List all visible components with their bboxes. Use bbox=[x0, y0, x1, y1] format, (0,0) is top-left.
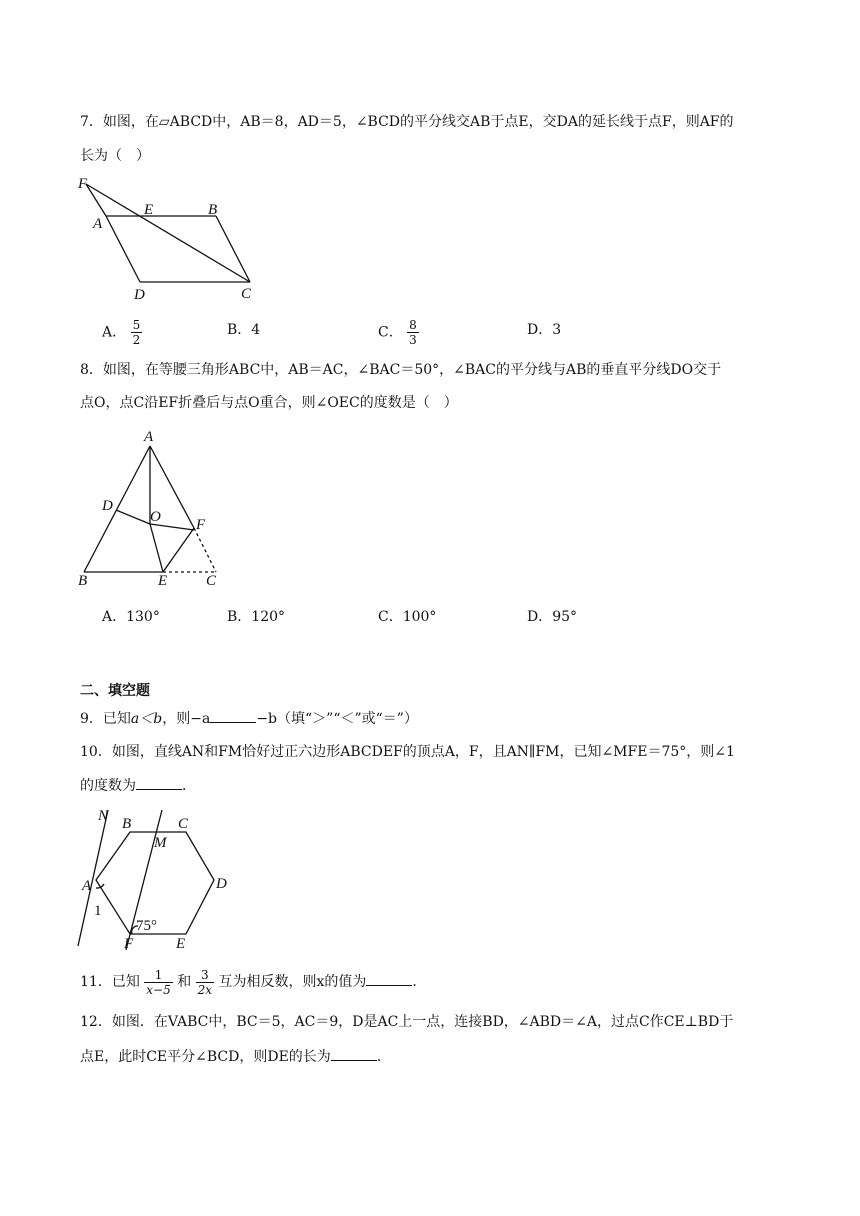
q7-stem-line2: 长为（ ） bbox=[80, 148, 150, 164]
q9-mid: ，则−a bbox=[162, 711, 211, 727]
q11-fraction-2 bbox=[196, 968, 214, 997]
q10-label-C: C bbox=[178, 816, 189, 832]
q11-fraction-2-numerator: 3 bbox=[196, 968, 214, 983]
q7-option-d[interactable]: D．3 bbox=[527, 322, 562, 338]
q7-option-a-denominator: 2 bbox=[132, 333, 141, 347]
q10-label-F: F bbox=[124, 936, 134, 952]
q11-suffix: 互为相反数，则x的值为 bbox=[218, 974, 367, 990]
q8-label-E: E bbox=[158, 573, 168, 589]
q8-label-F: F bbox=[196, 517, 206, 533]
q9-prefix: 9．已知 bbox=[80, 711, 131, 727]
q8-label-D: D bbox=[102, 498, 113, 514]
q7-option-c-fraction bbox=[407, 318, 419, 347]
q9-stem bbox=[80, 708, 418, 729]
section-fill-in-title: 二、填空题 bbox=[80, 683, 150, 699]
q10-label-E: E bbox=[176, 936, 186, 952]
q7-option-a-numerator: 5 bbox=[132, 318, 141, 332]
q10-hexagon-figure bbox=[74, 806, 244, 956]
q8-label-A: A bbox=[144, 429, 154, 445]
q7-label-F: F bbox=[78, 176, 88, 192]
q8-label-C: C bbox=[206, 573, 217, 589]
q10-label-B: B bbox=[122, 816, 132, 832]
q10-stem-line2 bbox=[80, 775, 196, 796]
q7-option-c[interactable] bbox=[378, 318, 419, 347]
q10-label-75deg: 75° bbox=[136, 918, 157, 934]
q7-parallelogram-figure bbox=[76, 174, 266, 304]
q10-line2-prefix: 的度数为 bbox=[80, 778, 136, 794]
q8-option-d[interactable]: D．95° bbox=[527, 609, 578, 625]
q7-option-c-denominator: 3 bbox=[409, 333, 417, 347]
q11-prefix: 11．已知 bbox=[80, 974, 140, 990]
q12-stem-line1: 12．如图．在VABC中，BC＝5，AC＝9，D是AC上一点，连接BD，∠ABD＝∠A，过点C作CE⊥BD于 bbox=[80, 1014, 734, 1030]
q10-label-M: M bbox=[154, 835, 167, 851]
q10-label-A: A bbox=[82, 878, 92, 894]
q10-answer-blank[interactable] bbox=[136, 775, 182, 790]
q11-stem bbox=[80, 966, 426, 998]
q8-option-c[interactable]: C．100° bbox=[378, 609, 437, 625]
q9-answer-blank[interactable] bbox=[210, 708, 256, 723]
q7-option-c-prefix: C． bbox=[378, 324, 403, 341]
q8-label-O: O bbox=[150, 509, 161, 525]
q10-label-D: D bbox=[216, 876, 227, 892]
q7-option-a-fraction bbox=[131, 318, 143, 347]
q7-label-D: D bbox=[134, 287, 145, 303]
q12-line2-prefix: 点E，此时CE平分∠BCD，则DE的长为 bbox=[80, 1049, 331, 1065]
q11-fraction-2-denominator: 2x bbox=[197, 982, 213, 997]
q7-label-B: B bbox=[208, 202, 218, 218]
q12-answer-blank[interactable] bbox=[331, 1046, 377, 1061]
q11-answer-blank[interactable] bbox=[366, 971, 412, 986]
q10-line2-suffix: ． bbox=[182, 778, 196, 794]
q11-end: ． bbox=[412, 974, 427, 990]
q11-fraction-1 bbox=[144, 968, 172, 997]
q12-line2-suffix: ． bbox=[376, 1049, 391, 1065]
q8-triangle-figure bbox=[76, 428, 236, 593]
q8-option-a[interactable]: A．130° bbox=[102, 609, 160, 625]
q7-label-E: E bbox=[144, 202, 154, 218]
q8-label-B: B bbox=[78, 573, 88, 589]
q7-stem-line1: 7．如图，在▱ABCD中，AB＝8，AD＝5，∠BCD的平分线交AB于点E，交DA的延长线于点F，则AF的 bbox=[80, 114, 734, 130]
q11-and: 和 bbox=[177, 974, 192, 990]
q7-option-c-numerator: 8 bbox=[409, 318, 417, 332]
q10-label-N: N bbox=[98, 808, 109, 824]
q11-fraction-1-denominator: x−5 bbox=[146, 982, 171, 997]
q10-label-angle-1: 1 bbox=[94, 903, 102, 919]
q7-option-b[interactable]: B．4 bbox=[227, 322, 261, 338]
q8-option-b[interactable]: B．120° bbox=[227, 609, 286, 625]
q7-option-a[interactable] bbox=[102, 318, 142, 347]
q9-suffix: −b（填“＞”“＜”或“＝”） bbox=[256, 711, 418, 727]
q7-label-A: A bbox=[93, 216, 103, 232]
q11-fraction-1-numerator: 1 bbox=[144, 968, 172, 983]
q8-stem-line2: 点O，点C沿EF折叠后与点O重合，则∠OEC的度数是（ ） bbox=[80, 395, 458, 411]
q7-label-C: C bbox=[241, 286, 252, 302]
q7-option-a-prefix: A． bbox=[102, 324, 127, 341]
q8-stem-line1: 8．如图，在等腰三角形ABC中，AB＝AC，∠BAC＝50°，∠BAC的平分线与AB的垂直平分线DO交于 bbox=[80, 362, 722, 378]
q10-stem-line1: 10．如图，直线AN和FM恰好过正六边形ABCDEF的顶点A，F，且AN∥FM，已知∠MFE＝75°，则∠1 bbox=[80, 744, 735, 760]
q12-stem-line2 bbox=[80, 1046, 391, 1067]
q9-condition: a＜b bbox=[130, 711, 163, 727]
